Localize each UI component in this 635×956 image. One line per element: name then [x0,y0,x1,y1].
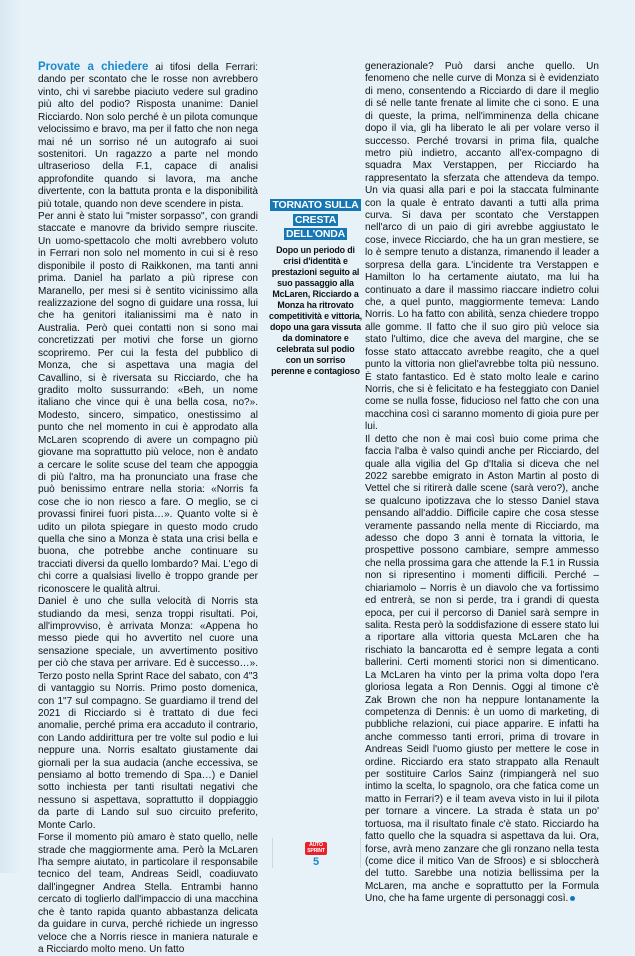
logo-line-2: SPRINT [307,847,325,854]
end-of-article-bullet-icon [570,896,575,901]
footer-divider-left [272,838,273,868]
page-number: 5 [312,856,320,868]
article-paragraph: Daniel è uno che sulla velocità di Norris sta studiando da mesi, senza troppi risultati. Poi, all'improvviso, è arrivata Monza: «Appena ho messo piede qui ho avvertito nel cuore una sensazione speciale, un avvertimento positivo per ciò che stava per arrivare. Ed è successo…». Terzo posto nella Sprint Race del sabato, con 4"3 di vantaggio su Norris. Primo posto domenica, con 1"7 sul compagno. Se guardiamo il trend del 2021 di Ricciardo si è trattato di due feci anomalie, perché prima era accaduto il contrario, con Lando addirittura per tre volte sul podio e lui neppure una. Norris esaltato giustamente dai giornali per la sua audacia (anche eccessiva, se pensiamo al botto tremendo di Spa…) e Daniel sotto inchiesta per tanti risultati negativi che nessuno si aspettava, soprattutto il doppiaggio da parte di Lando sul suo circuito preferito, Monte Carlo. [38,596,258,831]
caption-title: TORNATO SULLA CRESTA DELL'ONDA [272,199,359,240]
article-paragraph: Forse il momento più amaro è stato quello, nelle strade che maggiormente ama. Però la McLaren l'ha sempre aiutato, in particolare il responsabile tecnico del team, Andreas Seidl, coadiuvato dall'ingegner Andrea Stella. Entrambi hanno cercato di toglierlo dall'impaccio di una macchina che è tanto rapida quanto abbastanza delicata da guidare in curva, perché richiede un ingresso veloce che a Norris riesce in maniera naturale e a Ricciardo molto meno. Un fatto [38,832,258,955]
footer-divider-right [360,838,361,868]
paragraph-text: ai tifosi della Ferrari: dando per scontato che le rosse non avrebbero vinto, chi vi sarebbe piaciuto vedere sul gradino più alto del podio? Risposta unanime: Daniel Ricciardo. Non solo perché è un pilota comunque velocissimo e bravo, ma per il fatto che non nega mai né un sorriso né un autografo ai suoi sostenitori. Un ragazzo a parte nel mondo ultraserioso della F.1, capace di analisi approfondite quando si lavora, ma anche divertente, con la battuta pronta e la disponibilità più totale, quando non deve scendere in pista. [38,62,258,210]
photo-caption-box [268,197,363,377]
autosprint-logo [305,842,327,855]
page-gutter-shadow [0,0,22,873]
article-paragraph: Per anni è stato lui "mister sorpasso", con grandi staccate e manovre da brivido sempre riuscite. Un uomo-spettacolo che molti avrebbero voluto in Ferrari non solo nel momento in cui si è reso disponibile il posto di Raikkonen, ma tanti anni prima. Daniel ha parlato a più riprese con Maranello, per mesi si è sentito vicinissimo alla realizzazione del sogno di guidare una rossa, lui che ha genitori italianissimi ma è nato in Australia. Però quei contatti non si sono mai concretizzati per motivi che forse un giorno scopriremo. Per cui la festa del pubblico di Monza, che si aspettava una magia del Cavallino, si è riversata su Ricciardo, che ha gradito molto sussurrando: «Beh, un nome italiano che vince qui è una bella cosa, no?». Modesto, sincero, simpatico, onestissimo al punto che nel momento in cui è approdato alla McLaren scoprendo di avere un compagno più giovane ma soprattutto più veloce, non è andato a cercare le solite scuse del team che appoggia di più l'altro, ma ha pronunciato una frase che può benissimo entrare nella storia: «Norris fa cose che io non riesco a fare. O meglio, se ci provassi finirei fuori pista…». Quanto volte si è udito un pilota spiegare in questo modo crudo quella che sino a Monza è stata una crisi bella e buona, che potrebbe anche continuare su tracciati diversi da quello lombardo? Mai. L'ego di chi corre a qualsiasi livello è troppo grande per riconoscere le qualità altrui. [38,211,258,595]
lead-in: Provate a chiedere [38,61,149,73]
paragraph-text: Il detto che non è mai così buio come prima che faccia l'alba è valso quindi anche per Ricciardo, del quale alla vigilia del Gp d'Italia si diceva che nel 2022 sarebbe emigrato in Aston Martin al posto di Vettel che si ritirerà dalle scene (sarà vero?), anche se qualcuno ipotizzava che lo stesso Daniel stava pensando all'addio. Difficile capire che cosa stesse veramente passando nella mente di Ricciardo, ma adesso che dopo 3 anni è tornata la vittoria, le prospettive possono cambiare, sempre ammesso che nella prossima gara che attende la F.1 in Russia non si ripresentino i momenti difficili. Perché – chiariamolo – Norris è un diavolo che va fortissimo ed entrerà, se non si perde, tra i grandi di questa epoca, per cui il percorso di Daniel sarà sempre in salita. Resta però la soddisfazione di essere stato lui a riportare alla vittoria questa McLaren che ha rischiato la bancarotta ed è sempre legata a conti ballerini. Certi momenti storici non si dimenticano. La McLaren ha vinto per la prima volta dopo l'era gloriosa legata a Ron Dennis. Oggi al timone c'è Zak Brown che non ha neppure lontanamente la competenza di Dennis: è un uomo di marketing, di pubbliche relazioni, cui piace apparire. E infatti ha anche commesso tanti errori, prima di trovare in Andreas Seidl l'uomo giusto per mettere le cose in ordine. Ricciardo era stato strappato alla Renault per sostituire Carlos Sainz (rimpiangerà nel suo intimo la scelta, lo spagnolo, ora che fatica come un matto in Ferrari?) e il team aveva visto in lui il pilota per tornare a vincere. La strada è stata un po' tortuosa, ma il risultato finale c'è stato. Ricciardo ha fatto quello che la squadra si aspettava da lui. Ora, forse, avrà meno zanzare che gli ronzano nella testa (come dice il mitico Van de Sfroos) e si sbloccherà del tutto. Sarebbe una notizia bellissima per la McLaren, ma anche e soprattutto per la Formula Uno, che ha fame urgente di personaggi così. [365,433,599,905]
logo-line-1: AUTO [309,842,323,848]
article-paragraph: generazionale? Può darsi anche quello. Un fenomeno che nelle curve di Monza si è evidenziato di meno, consentendo a Ricciardo di dare il meglio di sé nelle tante frenate al limite che ci sono. E una di queste, la prima, nell'imminenza della chicane dopo il via, gli ha liberato le ali per volare verso il successo. Perché trovarsi in prima fila, qualche metro più indietro, accanto all'ex-compagno di squadra Max Verstappen, per Ricciardo ha rappresentato la sferzata che attendeva da tempo. Un via quasi alla pari e poi la staccata fulminante con la quale è entrato davanti a tutti alla prima curva. Si dava per scontato che Verstappen nell'arco di un paio di giri avrebbe aggiustato le cose, invece Ricciardo, che ha un gran mestiere, se lo è sempre tenuto a distanza, rimanendo il leader a sorpresa della gara. L'incidente tra Verstappen e Hamilton lo ha certamente aiutato, ma lui ha continuato a dare il massimo riaccare indietro colui che, a quel punto, maggiormente temeva: Lando Norris. Lo ha fatto con abilità, senza chiedere troppo alle gomme. Il fatto che il suo giro più veloce sia stato l'ultimo, dice che aveva del margine, che se fosse stato attaccato avrebbe reagito, che a quel punto la vittoria non gliel'avrebbe tolta più nessuno. È stato fantastico. Ed è stato molto leale e carino Norris, che si è felicitato e ha festeggiato con Daniel come se nulla fosse, fiducioso nel fatto che con una macchina così ci saranno momento di gioia pure per lui. [365,61,599,433]
caption-text: Dopo un periodo di crisi d'identità e prestazioni seguito al suo passaggio alla McLaren, Ricciardo a Monza ha ritrovato competitività e vittoria, dopo una gara vissuta da dominatore e celebrata sul podio con un sorriso perenne e contagioso [269,244,362,376]
article-paragraph [38,61,258,211]
article-column-left [38,61,258,956]
article-column-right [365,61,599,906]
caption-title-wrap [268,197,363,241]
article-paragraph [365,434,599,906]
